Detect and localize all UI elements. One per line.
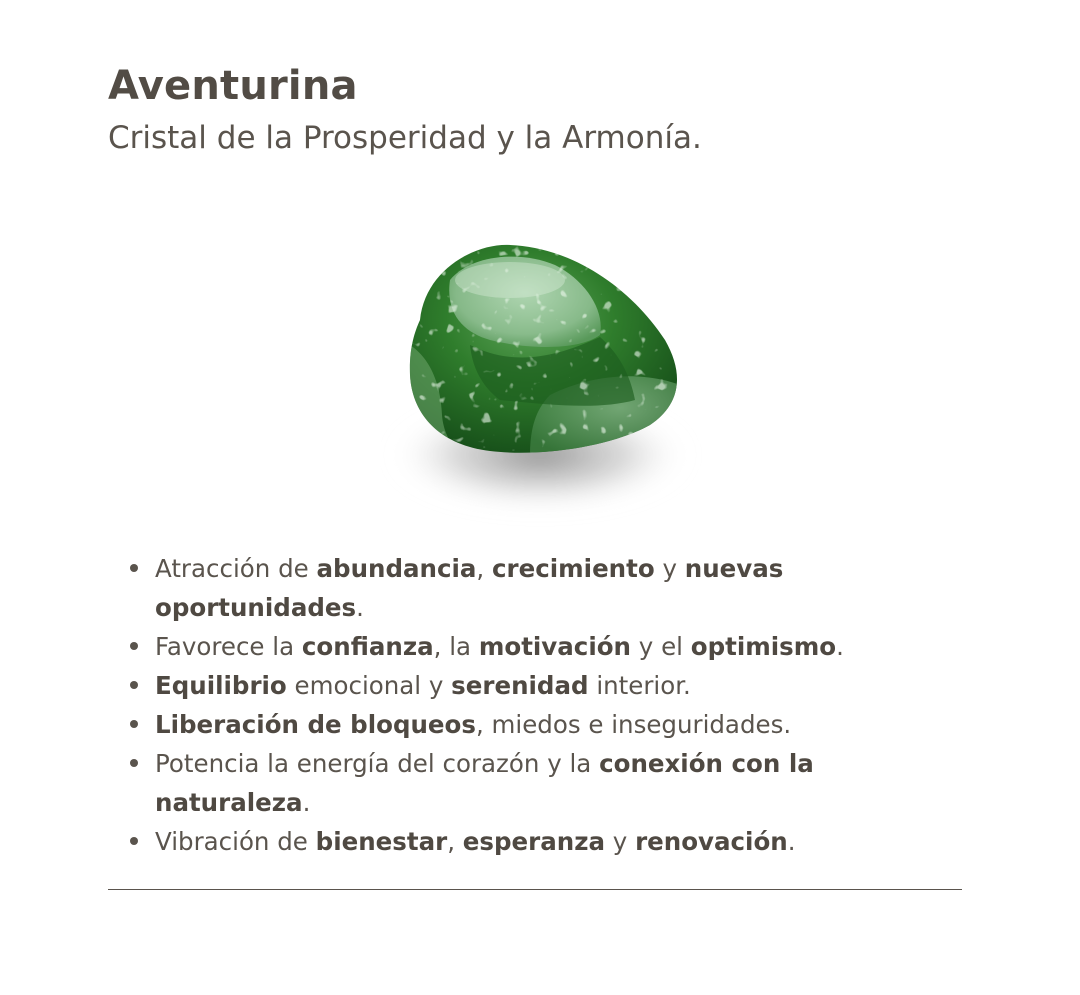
divider-line bbox=[108, 889, 962, 890]
benefit-text: Potencia la energía del corazón y la bbox=[155, 749, 600, 778]
benefit-keyword: confianza bbox=[301, 632, 434, 661]
benefit-keyword: renovación bbox=[635, 827, 788, 856]
benefit-text: . bbox=[302, 788, 311, 817]
benefit-keyword: bienestar bbox=[315, 827, 448, 856]
benefit-text: , bbox=[447, 827, 463, 856]
benefit-text: Atracción de bbox=[155, 554, 317, 583]
benefit-item bbox=[155, 822, 955, 861]
benefit-text: . bbox=[356, 593, 364, 622]
benefit-keyword: Liberación de bloqueos bbox=[155, 710, 476, 739]
benefit-text: y el bbox=[631, 632, 691, 661]
benefit-keyword: motivación bbox=[478, 632, 631, 661]
page-title: Aventurina bbox=[108, 63, 358, 109]
benefit-keyword: serenidad bbox=[451, 671, 589, 700]
benefit-text: y bbox=[604, 827, 636, 856]
benefit-keyword: nuevas oportunidades bbox=[155, 554, 784, 622]
benefit-text: , la bbox=[433, 632, 479, 661]
bullet-icon bbox=[130, 720, 138, 728]
benefit-item bbox=[155, 705, 955, 744]
benefit-text: . bbox=[836, 632, 844, 661]
bullet-icon bbox=[130, 564, 138, 572]
benefit-keyword: esperanza bbox=[462, 827, 605, 856]
benefit-item bbox=[155, 627, 955, 666]
benefit-text: emocional y bbox=[286, 671, 452, 700]
benefits-list bbox=[128, 549, 955, 861]
page-subtitle: Cristal de la Prosperidad y la Armonía. bbox=[108, 120, 702, 156]
benefit-text: y bbox=[654, 554, 685, 583]
aventurine-stone-image bbox=[380, 225, 720, 530]
bullet-icon bbox=[130, 837, 138, 845]
benefit-text: Vibración de bbox=[155, 827, 316, 856]
bullet-icon bbox=[130, 681, 138, 689]
benefit-keyword: Equilibrio bbox=[155, 671, 287, 700]
benefit-keyword: crecimiento bbox=[492, 554, 655, 583]
benefit-keyword: conexión con la naturaleza bbox=[155, 749, 814, 817]
bullet-icon bbox=[130, 642, 138, 650]
benefit-text: , miedos e inseguridades. bbox=[475, 710, 792, 739]
benefit-text: Favorece la bbox=[155, 632, 302, 661]
benefit-text: interior. bbox=[588, 671, 691, 700]
bullet-icon bbox=[130, 759, 138, 767]
benefit-item bbox=[155, 744, 955, 822]
benefit-text: , bbox=[476, 554, 492, 583]
benefit-item bbox=[155, 549, 955, 627]
stone-illustration bbox=[380, 225, 720, 530]
benefit-keyword: optimismo bbox=[690, 632, 837, 661]
benefit-item bbox=[155, 666, 955, 705]
benefit-text: . bbox=[787, 827, 796, 856]
benefit-keyword: abundancia bbox=[316, 554, 477, 583]
